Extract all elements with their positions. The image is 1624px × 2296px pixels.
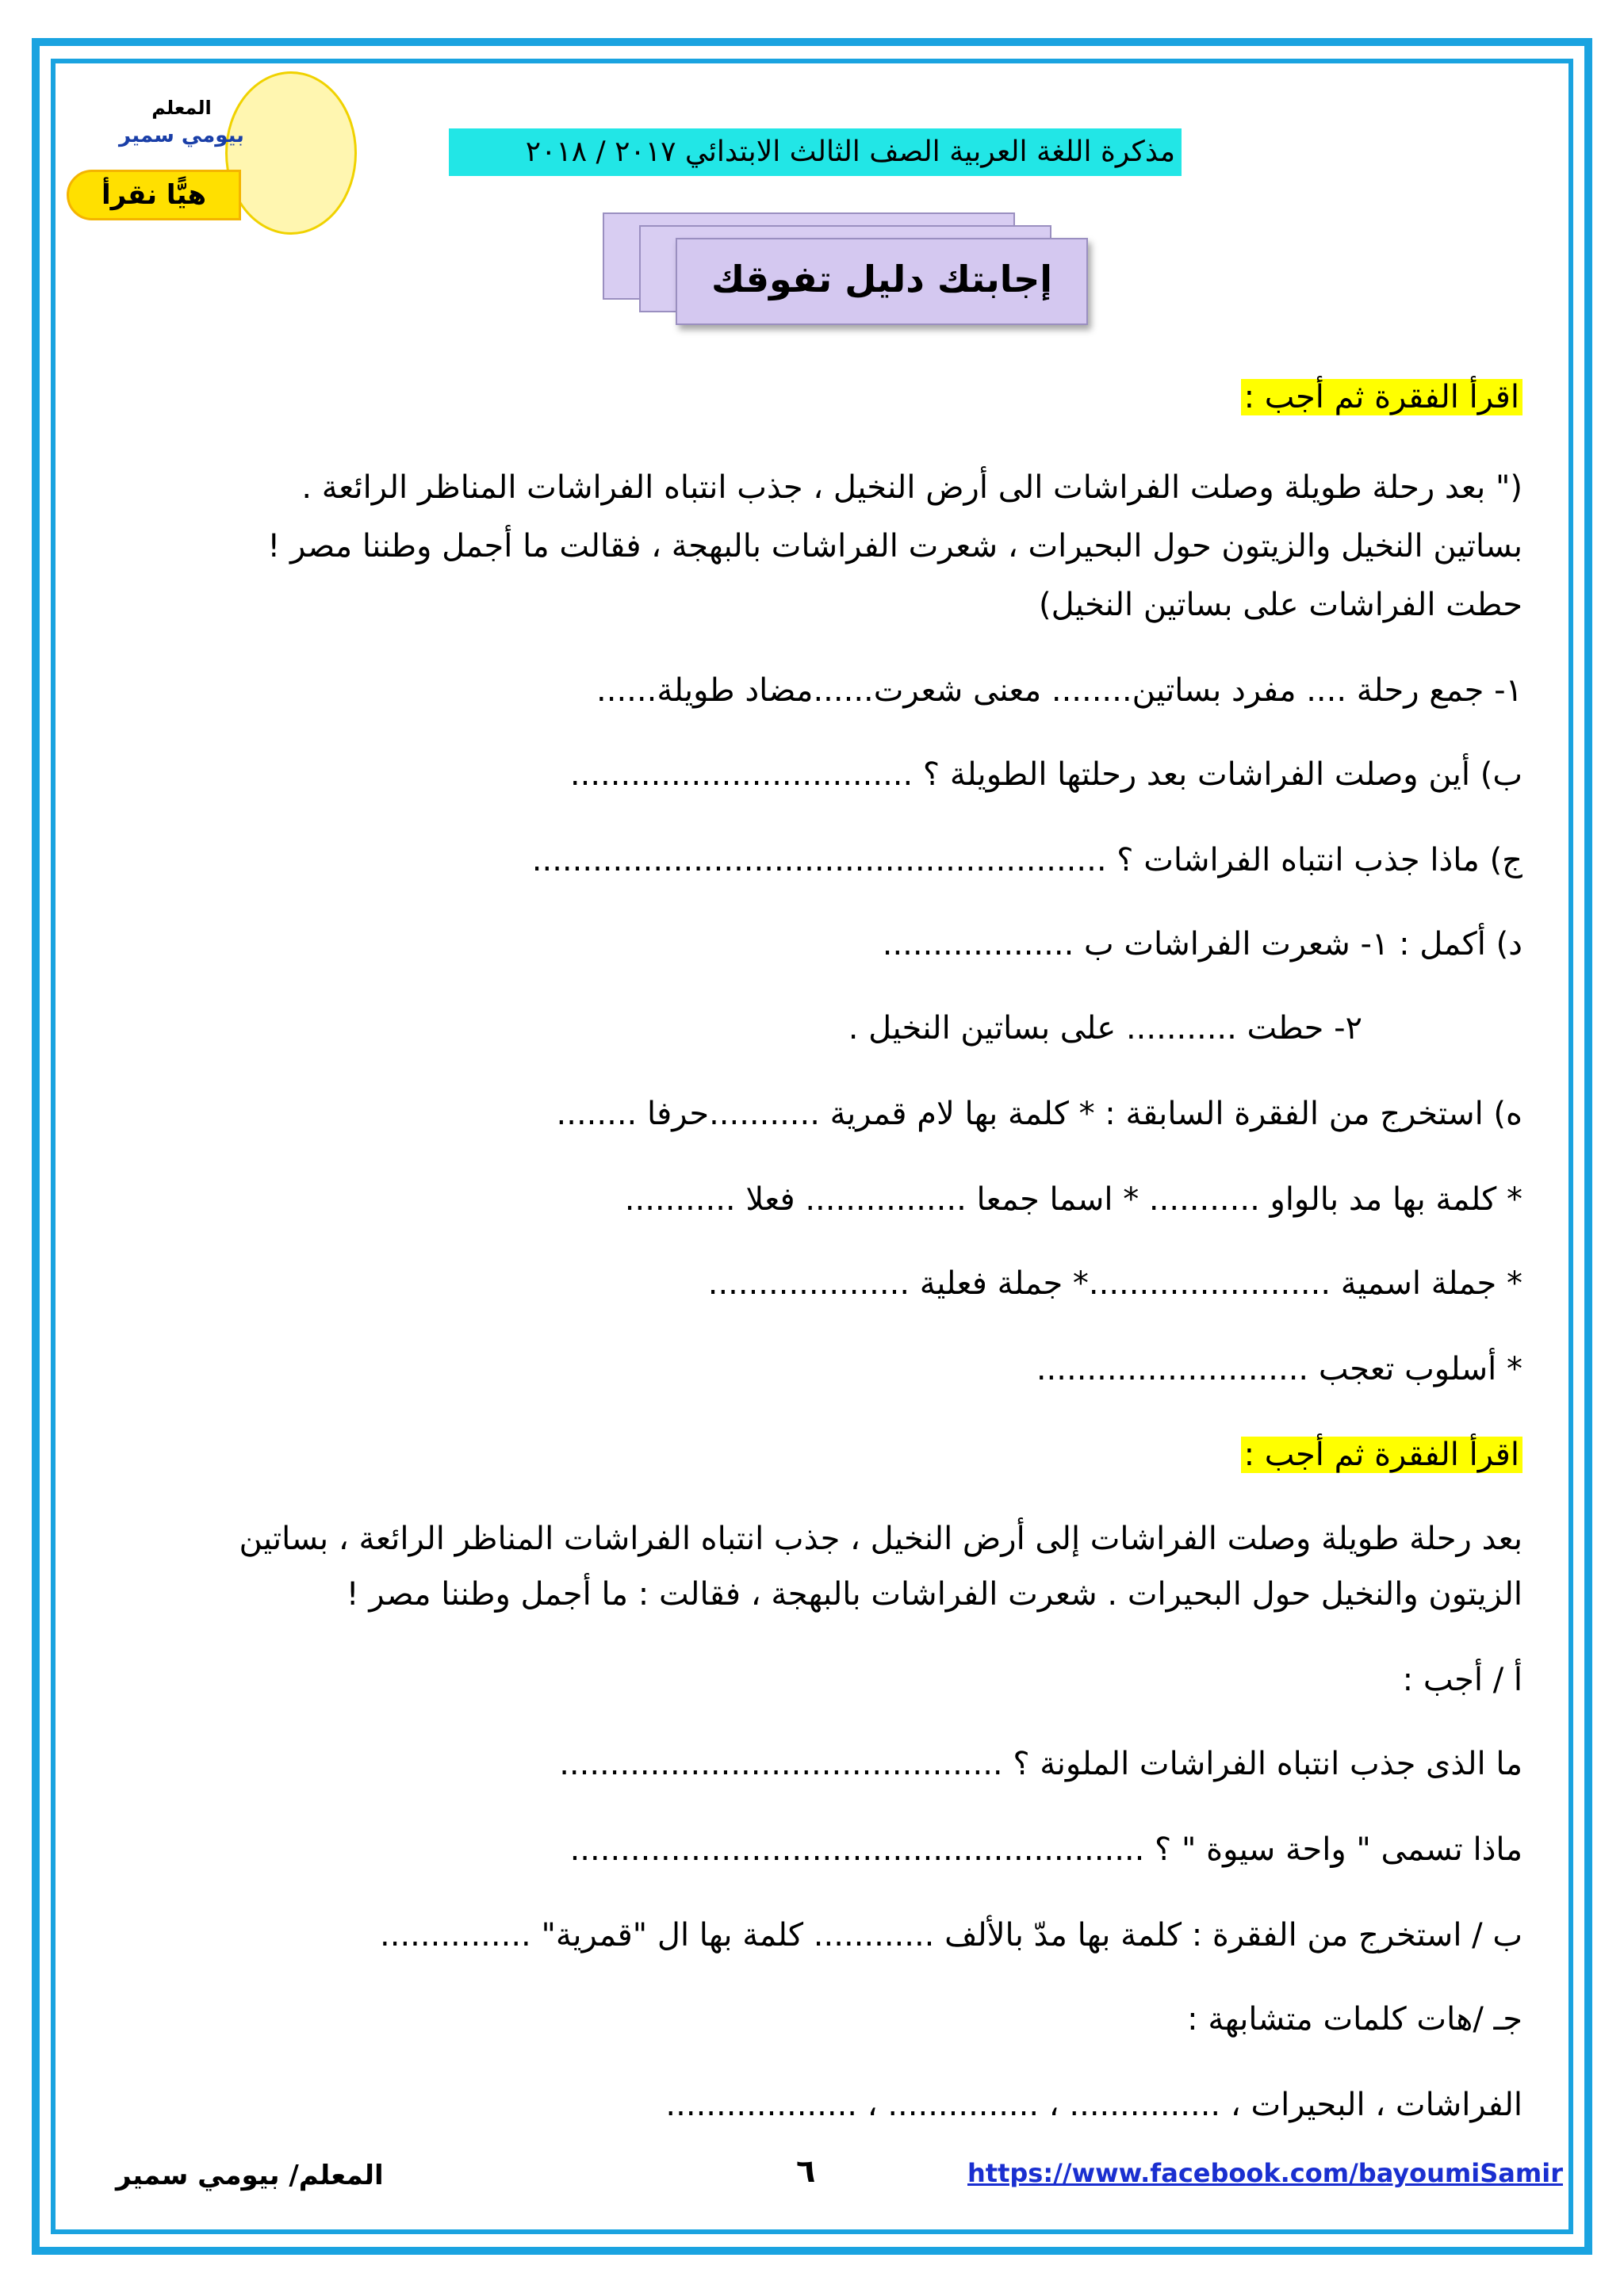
section2-question: جـ /هات كلمات متشابهة : xyxy=(1187,2001,1522,2038)
section2-question: ما الذى جذب انتباه الفراشات الملونة ؟ ............................................ xyxy=(559,1746,1522,1782)
section1-paragraph-line: (" بعد رحلة طويلة وصلت الفراشات الى أرض النخيل ، جذب انتباه الفراشات المناظر الرائعة . xyxy=(301,469,1522,506)
section2-question: أ / أجب : xyxy=(1402,1662,1522,1698)
section2-heading: اقرأ الفقرة ثم أجب : xyxy=(1241,1435,1522,1475)
section1-question: ب) أين وصلت الفراشات بعد رحلتها الطويلة ؟ .................................. xyxy=(569,756,1522,793)
section1-question: ه) استخرج من الفقرة السابقة : * كلمة بها لام قمرية ...........حرفا ........ xyxy=(556,1096,1522,1132)
badge-lets-read: هيًّا نقرأ xyxy=(67,170,241,220)
section2-question: ب / استخرج من الفقرة : كلمة بها مدّ بالألف ............ كلمة بها ال "قمرية" ............... xyxy=(380,1917,1522,1954)
motto-banner xyxy=(603,212,1094,339)
section2-paragraph-line: الزيتون والنخيل حول البحيرات . شعرت الفراشات بالبهجة ، فقالت : ما أجمل وطننا مصر ! xyxy=(346,1576,1522,1613)
badge-teacher-name: بيومي سمير xyxy=(119,124,244,147)
reading-boy-illustration xyxy=(225,71,357,235)
section1-question: ١- جمع رحلة .... مفرد بساتين........ معنى شعرت......مضاد طويلة...... xyxy=(596,672,1522,709)
section1-paragraph-line: بساتين النخيل والزيتون حول البحيرات ، شعرت الفراشات بالبهجة ، فقالت ما أجمل وطننا مصر ! xyxy=(267,528,1522,564)
banner-text: إجابتك دليل تفوقك xyxy=(711,258,1052,300)
page-number: ٦ xyxy=(796,2153,816,2190)
section1-heading: اقرأ الفقرة ثم أجب : xyxy=(1241,377,1522,417)
page-title: مذكرة اللغة العربية الصف الثالث الابتدائي ٢٠١٧ / ٢٠١٨ xyxy=(449,128,1182,176)
section1-question: د) أكمل : ١- شعرت الفراشات ب ................... xyxy=(882,926,1522,962)
teacher-badge xyxy=(67,67,352,241)
section1-question: * جملة اسمية ........................* جملة فعلية .................... xyxy=(707,1265,1522,1302)
section1-question: * أسلوب تعجب ........................... xyxy=(1036,1351,1522,1387)
footer-teacher-name: المعلم/ بيومي سمير xyxy=(116,2160,384,2191)
section2-paragraph-line: بعد رحلة طويلة وصلت الفراشات إلى أرض النخيل ، جذب انتباه الفراشات المناظر الرائعة ، بساتين xyxy=(239,1521,1522,1557)
badge-teacher-label: المعلم xyxy=(151,97,212,119)
section1-question: ج) ماذا جذب انتباه الفراشات ؟ ......................................................... xyxy=(531,842,1522,878)
section2-question: الفراشات ، البحيرات ، ............... ، ............... ، ................... xyxy=(665,2087,1522,2123)
section1-question: * كلمة بها مد بالواو ........... * اسما جمعا ................ فعلا ........... xyxy=(624,1181,1522,1218)
facebook-link[interactable]: https://www.facebook.com/bayoumiSamir xyxy=(967,2158,1563,2188)
section1-question: ٢- حطت ........... على بساتين النخيل . xyxy=(848,1010,1362,1047)
section2-question: ماذا تسمى " واحة سيوة " ؟ ......................................................... xyxy=(569,1831,1522,1868)
section1-paragraph-line: حطت الفراشات على بساتين النخيل) xyxy=(1038,587,1522,623)
